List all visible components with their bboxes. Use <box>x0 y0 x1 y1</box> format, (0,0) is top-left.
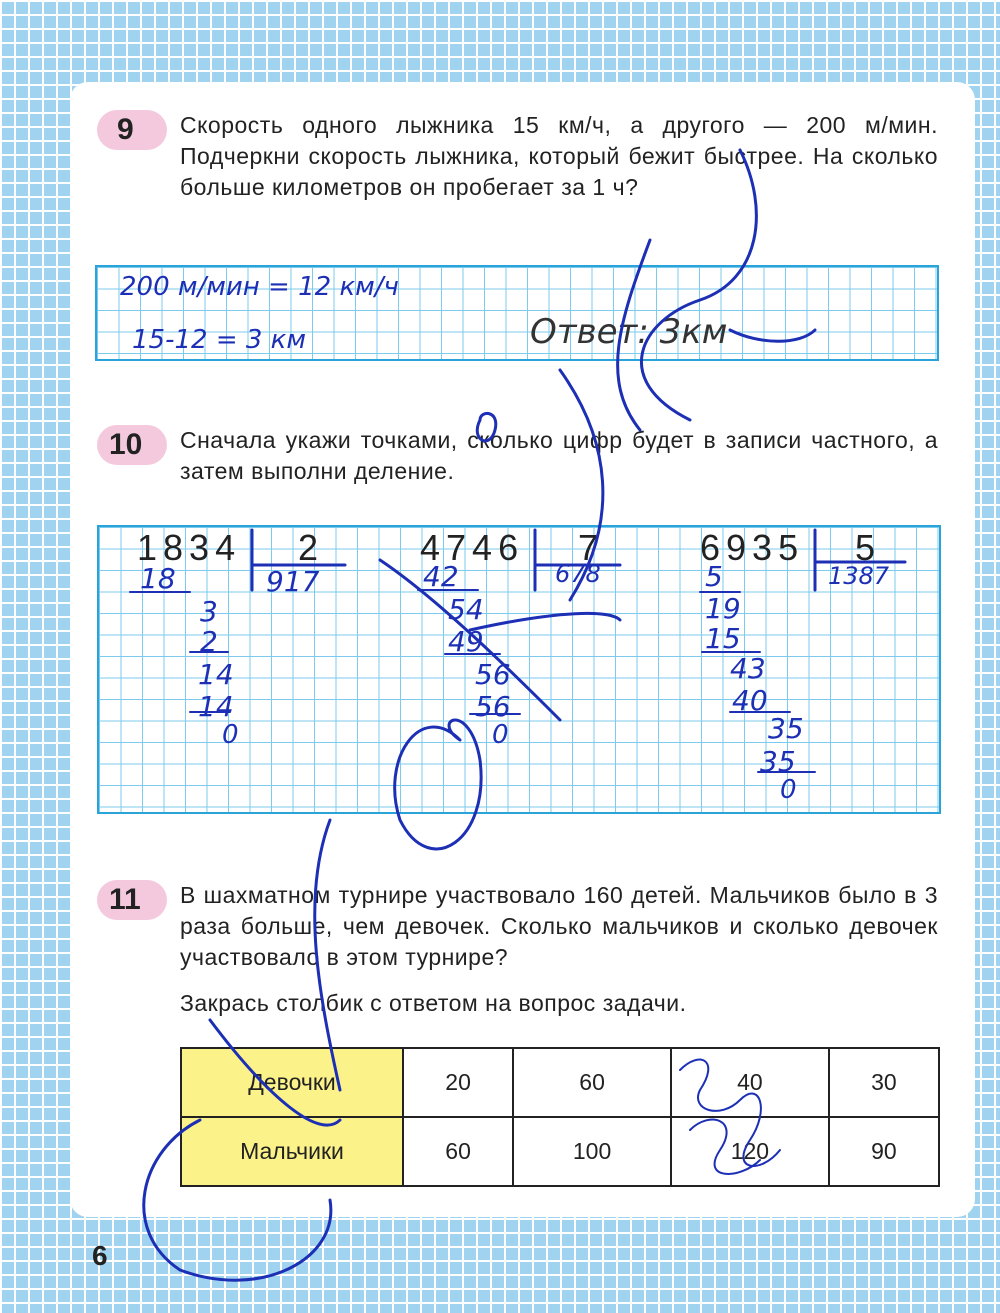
division-3-quotient: 1387 <box>828 562 890 590</box>
table-cell[interactable]: 90 <box>829 1117 939 1186</box>
task-9-handwritten-difference: 15-12 = 3 км <box>132 325 306 355</box>
division-1-step: 14 <box>198 658 234 691</box>
task-11-answer-table <box>180 1047 940 1187</box>
task-9-handwritten-conversion: 200 м/мин = 12 км/ч <box>120 272 399 302</box>
task-11-instruction: Закрась столбик с ответом на вопрос задачи. <box>180 990 687 1016</box>
division-2-step: 56 <box>475 658 511 691</box>
division-3-step: 19 <box>705 592 741 625</box>
table-cell[interactable]: 120 <box>671 1117 829 1186</box>
division-3-step: 0 <box>780 775 797 805</box>
division-3-step: 40 <box>732 684 768 717</box>
table-row <box>181 1117 939 1186</box>
division-2-step: 54 <box>448 593 484 626</box>
division-2-step: 42 <box>423 560 459 593</box>
page-number: 6 <box>92 1240 108 1271</box>
table-cell[interactable]: 100 <box>513 1117 671 1186</box>
table-cell[interactable]: 60 <box>513 1048 671 1117</box>
division-2-quotient: 678 <box>555 560 601 588</box>
division-3-divisor: 5 <box>855 527 882 568</box>
task-9-text: Скорость одного лыжника 15 км/ч, а другого — 200 м/мин. Подчеркни скорость лыжника, который бежит быстрее. На сколько больше километров он пробегает за 1 ч? <box>180 112 938 200</box>
task-11-number: 11 <box>97 880 167 920</box>
table-cell[interactable]: 40 <box>671 1048 829 1117</box>
division-1-dividend: 1834 <box>137 527 242 568</box>
division-3-step: 5 <box>705 560 723 593</box>
division-1-divisor: 2 <box>298 527 325 568</box>
table-cell[interactable]: 30 <box>829 1048 939 1117</box>
row-label-boys: Мальчики <box>181 1117 403 1186</box>
division-3-dividend: 6935 <box>700 527 805 568</box>
division-2-divisor: 7 <box>578 527 605 568</box>
division-3-step: 35 <box>768 712 804 745</box>
division-1-step: 2 <box>200 625 218 658</box>
division-2-step: 56 <box>475 690 511 723</box>
table-row <box>181 1048 939 1117</box>
division-1-step: 14 <box>198 690 234 723</box>
division-3-step: 43 <box>730 652 766 685</box>
task-10-text: Сначала укажи точками, сколько цифр будет в записи частного, а затем выполни деление. <box>180 427 938 484</box>
task-11-text: В шахматном турнире участвовало 160 детей. Мальчиков было в 3 раза больше, чем девочек. Сколько мальчиков и сколько девочек участвовало в этом турнире? <box>180 882 938 970</box>
task-10-number: 10 <box>97 425 167 465</box>
division-2-dividend: 4746 <box>420 527 525 568</box>
division-2-step: 49 <box>448 625 484 658</box>
division-1-quotient: 917 <box>266 565 320 598</box>
row-label-girls: Девочки <box>181 1048 403 1117</box>
division-3-step: 35 <box>760 745 796 778</box>
division-1-step: 3 <box>200 595 218 628</box>
task-9-handwritten-answer: Ответ: 3км <box>530 312 728 352</box>
division-1-step: 0 <box>222 720 239 750</box>
division-2-step: 0 <box>492 720 509 750</box>
division-1-step: 18 <box>140 562 176 595</box>
division-3-step: 15 <box>705 622 741 655</box>
table-cell[interactable]: 60 <box>403 1117 513 1186</box>
task-9-number: 9 <box>97 110 167 150</box>
table-cell[interactable]: 20 <box>403 1048 513 1117</box>
